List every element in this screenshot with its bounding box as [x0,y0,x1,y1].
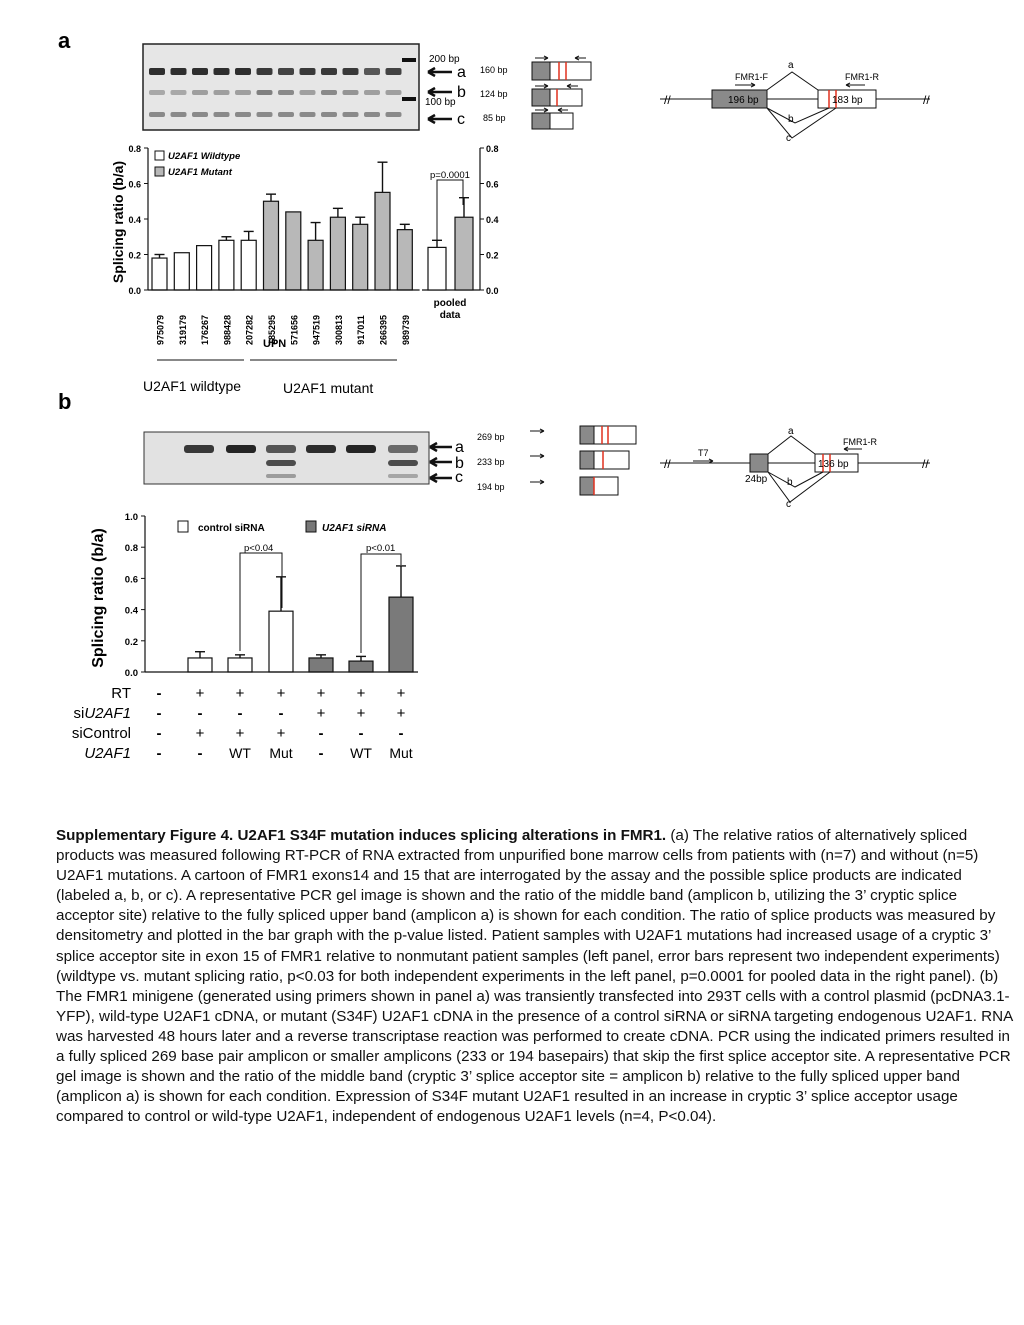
condition-cell: + [276,685,286,702]
condition-cell: - [156,725,162,742]
chart-a-xlabel: UPN [263,338,287,350]
chart-a-bar [152,258,167,290]
gel-image-b [144,432,505,492]
gel-a-band-top [300,68,316,75]
amplicon-cartoons-a [532,56,591,129]
chart-a-ytick-label: 0.6 [128,179,141,190]
gel-a-band-arrows [428,68,452,123]
gel-a-band-top [364,68,380,75]
gel-a-band-top [171,68,187,75]
pooled-ytick-label: 0.4 [486,215,499,225]
gel-a-band-mid [192,90,208,95]
chart-a-patients [110,144,420,396]
arc-label-b-a: a [788,426,794,437]
gel-a-band-low [171,112,187,117]
chart-a-pooled [422,144,499,321]
gel-b-band-label-a: a [455,439,464,456]
condition-cell: - [237,705,243,722]
condition-cell: - [156,745,162,762]
chart-a-xtick-label: 988428 [222,314,233,346]
gel-b-band-low [388,474,418,478]
pooled-ytick-label: 0.8 [486,144,499,154]
chart-b-sirna [72,512,418,762]
gel-a-band-mid [149,90,165,95]
chart-b-ytick-label: 0.2 [124,636,138,648]
condition-cell: - [398,725,404,742]
gel-a-band-mid [257,90,273,95]
primer-f-label-a: FMR1-F [735,72,768,82]
gel-a-size-124: 124 bp [480,89,508,99]
gel-a-ladder-200 [402,58,416,62]
chart-b-bar [389,597,413,672]
condition-cell: + [195,725,205,742]
gel-a-band-top [321,68,337,75]
amplicon-a-160 [532,56,591,80]
pooled-ytick-label: 0.0 [486,286,499,296]
condition-cell: WT [350,745,372,761]
legend-mutant-a: U2AF1 Mutant [168,167,232,178]
primer-r-label-b: FMR1-R [843,437,877,447]
chart-a-xtick-label: 300813 [333,314,344,346]
gel-a-band-top [257,68,273,75]
chart-b-ytick-label: 0.4 [124,605,138,617]
caption-title: Supplementary Figure 4. U2AF1 S34F mutation induces splicing alterations in FMR1. [56,827,667,844]
chart-a-bar [397,230,412,290]
arc-label-b-c: c [786,499,791,510]
condition-cell: WT [229,745,251,761]
condition-cell: + [396,685,406,702]
gel-a-marker-200: 200 bp [429,54,460,65]
gel-a-band-low [364,112,380,117]
chart-a-xtick-label: 266395 [378,314,389,346]
gel-a-band-low [386,112,402,117]
gel-b-band-top [266,445,296,453]
chart-b-ytick-label: 1.0 [124,512,138,523]
chart-a-xtick-label: 319179 [177,314,188,346]
legend-u2af1-sirna: U2AF1 siRNA [322,523,387,534]
gel-a-band-top [386,68,402,75]
pooled-bar [428,247,446,290]
chart-a-bar [219,240,234,290]
gel-image-a [143,44,508,130]
gel-a-band-label-b: b [457,84,466,101]
condition-cell: + [316,685,326,702]
gel-a-band-low [257,112,273,117]
gel-a-band-top [343,68,359,75]
gel-b-band-top [388,445,418,453]
amplicon-b-269 [530,426,636,444]
chart-b-ylabel: Splicing ratio (b/a) [90,528,107,668]
chart-a-bar [286,212,301,290]
gel-a-size-85: 85 bp [483,113,506,123]
arc-label-b-b: b [787,477,793,488]
gel-b-size-269: 269 bp [477,432,505,442]
gel-a-band-mid [343,90,359,95]
svg-text://: // [664,93,671,107]
condition-cell: + [316,705,326,722]
condition-cell: - [318,745,324,762]
gel-a-band-label-c: c [457,111,465,128]
condition-cell: Mut [389,745,413,761]
condition-cell: - [156,685,162,702]
arc-label-a-a: a [788,60,794,71]
gel-b-band-arrows [430,443,452,482]
group-label-mutant: U2AF1 mutant [283,380,374,396]
gene-diagram-a [660,60,930,144]
condition-cell: - [278,705,284,722]
gel-a-band-low [214,112,230,117]
chart-a-bar [330,217,345,290]
gel-a-band-low [192,112,208,117]
chart-b-ytick-label: 0.0 [124,668,138,679]
gel-a-band-label-a: a [457,64,466,81]
p-value-wt-vs-mut-control: p<0.04 [244,543,274,554]
arc-label-a-c: c [786,133,791,144]
gel-b-band-mid [266,460,296,466]
exon15-size-b: 136 bp [818,459,849,470]
chart-a-xtick-label: 947519 [311,314,322,346]
gel-a-marker-100: 100 bp [425,97,456,108]
condition-cell: Mut [269,745,293,761]
chart-a-ytick-label: 0.4 [128,215,141,225]
chart-a-bar [241,240,256,290]
gel-b-size-233: 233 bp [477,457,505,467]
panel-a-label: a [58,28,71,53]
gel-a-band-mid [321,90,337,95]
condition-cell: + [195,685,205,702]
condition-label: siControl [71,725,131,742]
svg-text://: // [923,93,930,107]
amplicon-c-85 [532,108,573,129]
chart-a-ytick-label: 0.8 [128,144,141,154]
primer-f-label-b: T7 [698,448,709,458]
gel-a-band-low [149,112,165,117]
p-value-wt-vs-mut-sirna: p<0.01 [366,543,396,554]
exon15-size-a: 183 bp [832,95,863,106]
legend-wildtype-a: U2AF1 Wildtype [168,151,241,162]
gel-b-size-194: 194 bp [477,482,505,492]
gel-a-size-160: 160 bp [480,65,508,75]
gel-b-band-top [184,445,214,453]
chart-b-bar [349,661,373,672]
gel-a-band-low [321,112,337,117]
amplicon-b-194 [530,477,618,495]
amplicon-b-233 [530,451,629,469]
gel-a-band-mid [300,90,316,95]
chart-a-xtick-label: 185295 [267,314,277,346]
gel-a-band-low [235,112,251,117]
exon14-box-b [750,454,768,472]
pooled-xlabel: pooled data [433,298,467,321]
gel-b-band-top [226,445,256,453]
gel-b-band-label-b: b [455,455,464,472]
gel-a-band-mid [386,90,402,95]
condition-label: RT [111,685,131,702]
gel-a-band-top [149,68,165,75]
arc-label-a-b: b [788,114,794,125]
svg-text://: // [664,457,671,471]
gel-b-band-label-c: c [455,469,463,486]
exon14-size-b: 24bp [745,474,768,485]
chart-a-xtick-label: 989739 [400,314,411,346]
pooled-ytick-label: 0.6 [486,179,499,190]
gel-a-background [143,44,419,130]
gel-a-band-low [278,112,294,117]
chart-a-bar [197,246,212,290]
gel-a-band-low [343,112,359,117]
chart-a-xtick-label: 571656 [289,314,300,346]
svg-text://: // [922,457,929,471]
legend-control-sirna: control siRNA [198,523,265,534]
chart-a-bar [264,201,279,290]
exon14-size-a: 196 bp [728,95,759,106]
amplicon-cartoons-b [530,426,636,495]
gel-a-band-top [214,68,230,75]
gel-a-band-low [300,112,316,117]
gel-a-band-top [278,68,294,75]
gel-a-band-top [235,68,251,75]
pooled-p-value: p=0.0001 [430,170,470,181]
gel-b-band-top [346,445,376,453]
caption-body: (a) The relative ratios of alternatively spliced products was measured following RT-PCR of RNA extracted from unpurified bone marrow cells from patients with (n=7) and without (n=5) U2AF1 mutations. A cartoon of FMR1 exons14 and 15 that are interrogated by the assay and the possible splice products are indicated (labeled a, b, or c). A representative PCR gel image is shown and the ratio of the middle band (amplicon b, utilizing the 3’ cryptic splice acceptor site) relative to the fully spliced upper band (amplicon a) is shown for each condition. The ratio of splice products was measured by densitometry and plotted in the bar graph with the p-value listed. Patient samples with U2AF1 mutations had increased usage of a cryptic 3’ splice acceptor site in exon 15 of FMR1 relative to nonmutant patient samples (left panel, error bars represent two independent experiments) (wildtype vs. mutant splicing ratio, p<0.03 for both independent experiments in the left panel, p=0.0001 for pooled data in the right panel). (b) The FMR1 minigene (generated using primers shown in panel a) was transiently transfected into 293T cells with a control plasmid (pcDNA3.1-YFP), wild-type U2AF1 cDNA, or mutant (S34F) U2AF1 cDNA in the presence of a control siRNA or siRNA targeting endogenous U2AF1. RNA was harvested 48 hours later and a reverse transcriptase reaction was performed to create cDNA. PCR using the indicated primers resulted in a fully spliced 269 base pair amplicon or smaller amplicons (233 or 194 basepairs) that skip the first splice acceptor site. A representative PCR gel image is shown and the ratio of the middle band (cryptic 3’ splice acceptor site = amplicon b) relative to the fully spliced upper band (amplicon a) is shown for each condition. Expression of S34F mutant U2AF1 resulted in an increase in cryptic 3’ splice acceptor usage compared to control or wild-type U2AF1, independent of endogenous U2AF1 levels (n=4, P<0.04). [56,827,1013,1126]
chart-a-xtick-label: 176267 [200,314,211,346]
gel-b-band-mid [388,460,418,466]
pooled-ytick-label: 0.2 [486,250,499,261]
gel-a-ladder-100 [402,97,416,101]
gel-a-band-mid [171,90,187,95]
gel-b-band-low [266,474,296,478]
condition-cell: + [356,685,366,702]
chart-a-xtick-label: 917011 [356,315,367,345]
gene-diagram-b [660,426,930,510]
chart-a-xtick-label: 975079 [155,314,166,346]
figure-caption [56,826,1016,1127]
chart-b-bar [269,611,293,672]
pooled-bar [455,217,473,290]
condition-label: siU2AF1 [73,705,131,722]
gel-a-band-mid [235,90,251,95]
condition-cell: + [235,725,245,742]
condition-cell: + [276,725,286,742]
chart-a-xtick-label: 207282 [244,314,255,346]
chart-a-bar [308,240,323,290]
chart-a-bar [174,253,189,290]
condition-cell: - [358,725,364,742]
chart-b-bar [228,658,252,672]
chart-b-bar [309,658,333,672]
chart-b-ytick-label: 0.8 [124,543,138,555]
gel-a-band-mid [214,90,230,95]
condition-cell: + [235,685,245,702]
chart-a-bar [353,224,368,290]
gel-a-band-top [192,68,208,75]
chart-a-ytick-label: 0.0 [128,286,141,296]
chart-a-ylabel: Splicing ratio (b/a) [110,160,126,284]
chart-a-bar [375,192,390,290]
chart-b-ytick-label: 0.6 [124,574,138,586]
condition-cell: + [356,705,366,722]
primer-r-label-a: FMR1-R [845,72,879,82]
condition-cell: - [156,705,162,722]
group-label-wildtype: U2AF1 wildtype [143,378,242,394]
chart-b-bar [188,658,212,672]
gel-a-band-mid [278,90,294,95]
condition-cell: + [396,705,406,722]
gel-b-band-top [306,445,336,453]
gel-a-band-mid [364,90,380,95]
amplicon-b-124 [532,84,582,106]
condition-label: U2AF1 [84,745,131,762]
condition-cell: - [318,725,324,742]
chart-a-ytick-label: 0.2 [128,250,141,261]
condition-cell: - [197,745,203,762]
condition-cell: - [197,705,203,722]
panel-b-label: b [58,389,72,414]
